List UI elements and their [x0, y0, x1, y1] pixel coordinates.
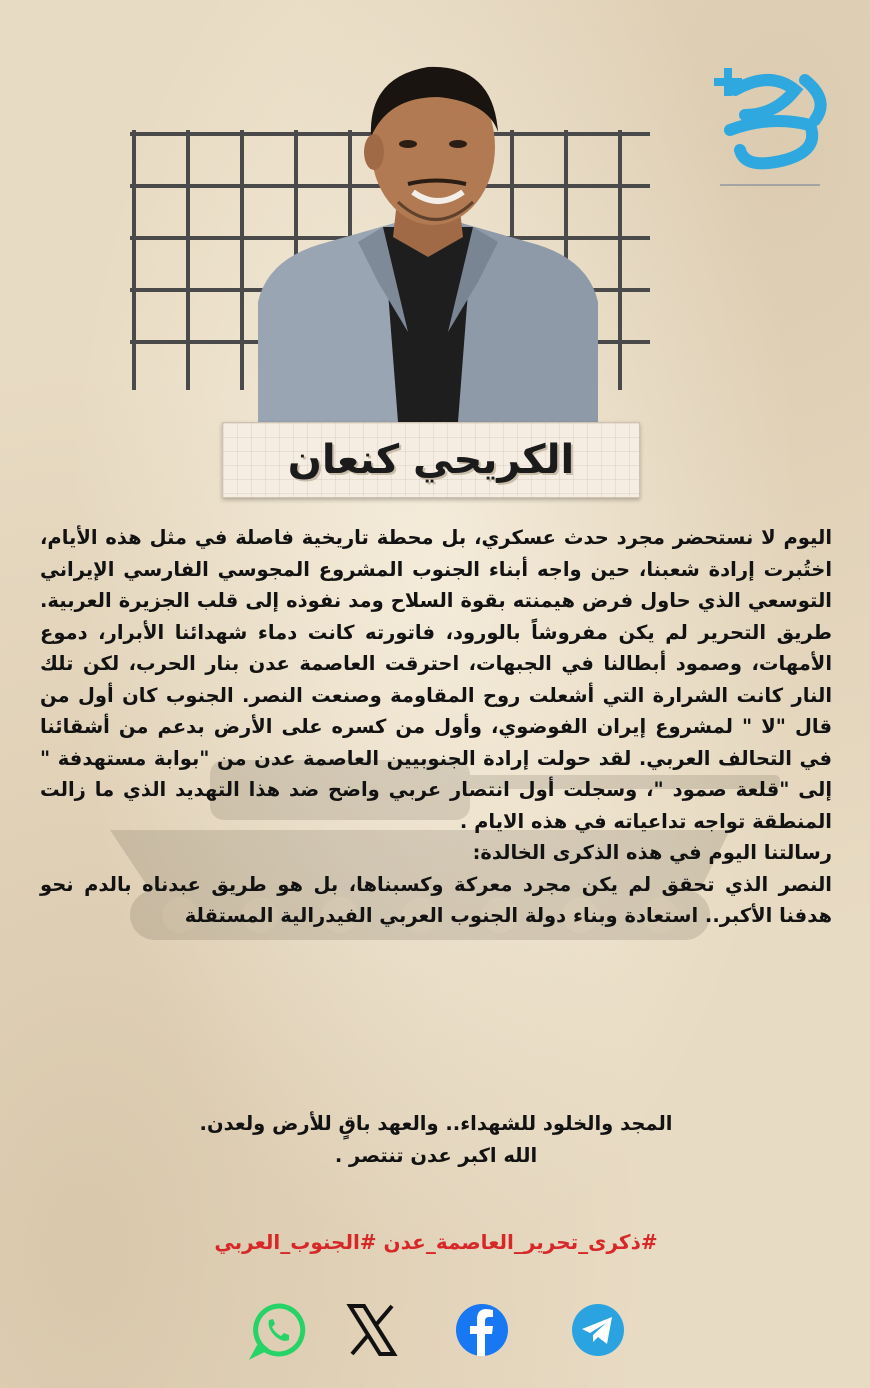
brand-logo-icon [700, 60, 840, 190]
closing-line: المجد والخلود للشهداء.. والعهد باقٍ للأرض ولعدن. [199, 1112, 673, 1135]
x-icon[interactable] [342, 1300, 402, 1360]
social-share-bar [0, 1300, 870, 1370]
author-name: الكريحي كنعان [287, 437, 575, 483]
author-portrait [258, 52, 598, 422]
article-paragraph: اليوم لا نستحضر مجرد حدث عسكري، بل محطة تاريخية فاصلة في مثل هذه الأيام، اختُبرت إرادة شعبنا، حين واجه أبناء الجنوب المشروع المجوسي الفارسي الإيراني التوسعي الذي حاول فرض هيمنته بقوة السلاح ومد نفوذه إلى قلب الجزيرة العربية. طريق التحرير لم يكن مفروشاً بالورود، فاتورته كانت دماء شهدائنا الأبرار، دموع الأمهات، وصمود أبطالنا في الجبهات، احترقت العاصمة عدن بنار الحرب، لكن تلك النار كانت الشرارة التي أشعلت روح المقاومة وصنعت النصر. الجنوب كان أول من قال "لا " لمشروع إيران الفوضوي، وأول من كسره على الأرض بدعم من أشقائنا في التحالف العربي. لقد حولت إرادة الجنوبيين العاصمة عدن من "بوابة مستهدفة " إلى "قلعة صمود "، وسجلت أول انتصار عربي واضح ضد هذا التهديد الذي ما زالت المنطقة تواجه تداعياته في هذه الايام . [40, 526, 832, 833]
closing-line: الله اكبر عدن تنتصر . [334, 1143, 538, 1167]
closing-lines [40, 1108, 832, 1171]
article-body [40, 522, 832, 932]
telegram-icon[interactable] [568, 1300, 628, 1360]
article-paragraph: رسالتنا اليوم في هذه الذكرى الخالدة: [472, 841, 832, 864]
facebook-icon[interactable] [452, 1300, 512, 1360]
whatsapp-icon[interactable] [248, 1300, 308, 1360]
article-paragraph: النصر الذي تحقق لم يكن مجرد معركة وكسبناها، بل هو طريق عبدناه بالدم نحو هدفنا الأكبر.. استعادة وبناء دولة الجنوب العربي الفيدرالية المستقلة [40, 872, 832, 927]
author-name-banner [222, 422, 640, 498]
hashtags[interactable]: #ذكرى_تحرير_العاصمة_عدن #الجنوب_العربي [214, 1230, 658, 1254]
